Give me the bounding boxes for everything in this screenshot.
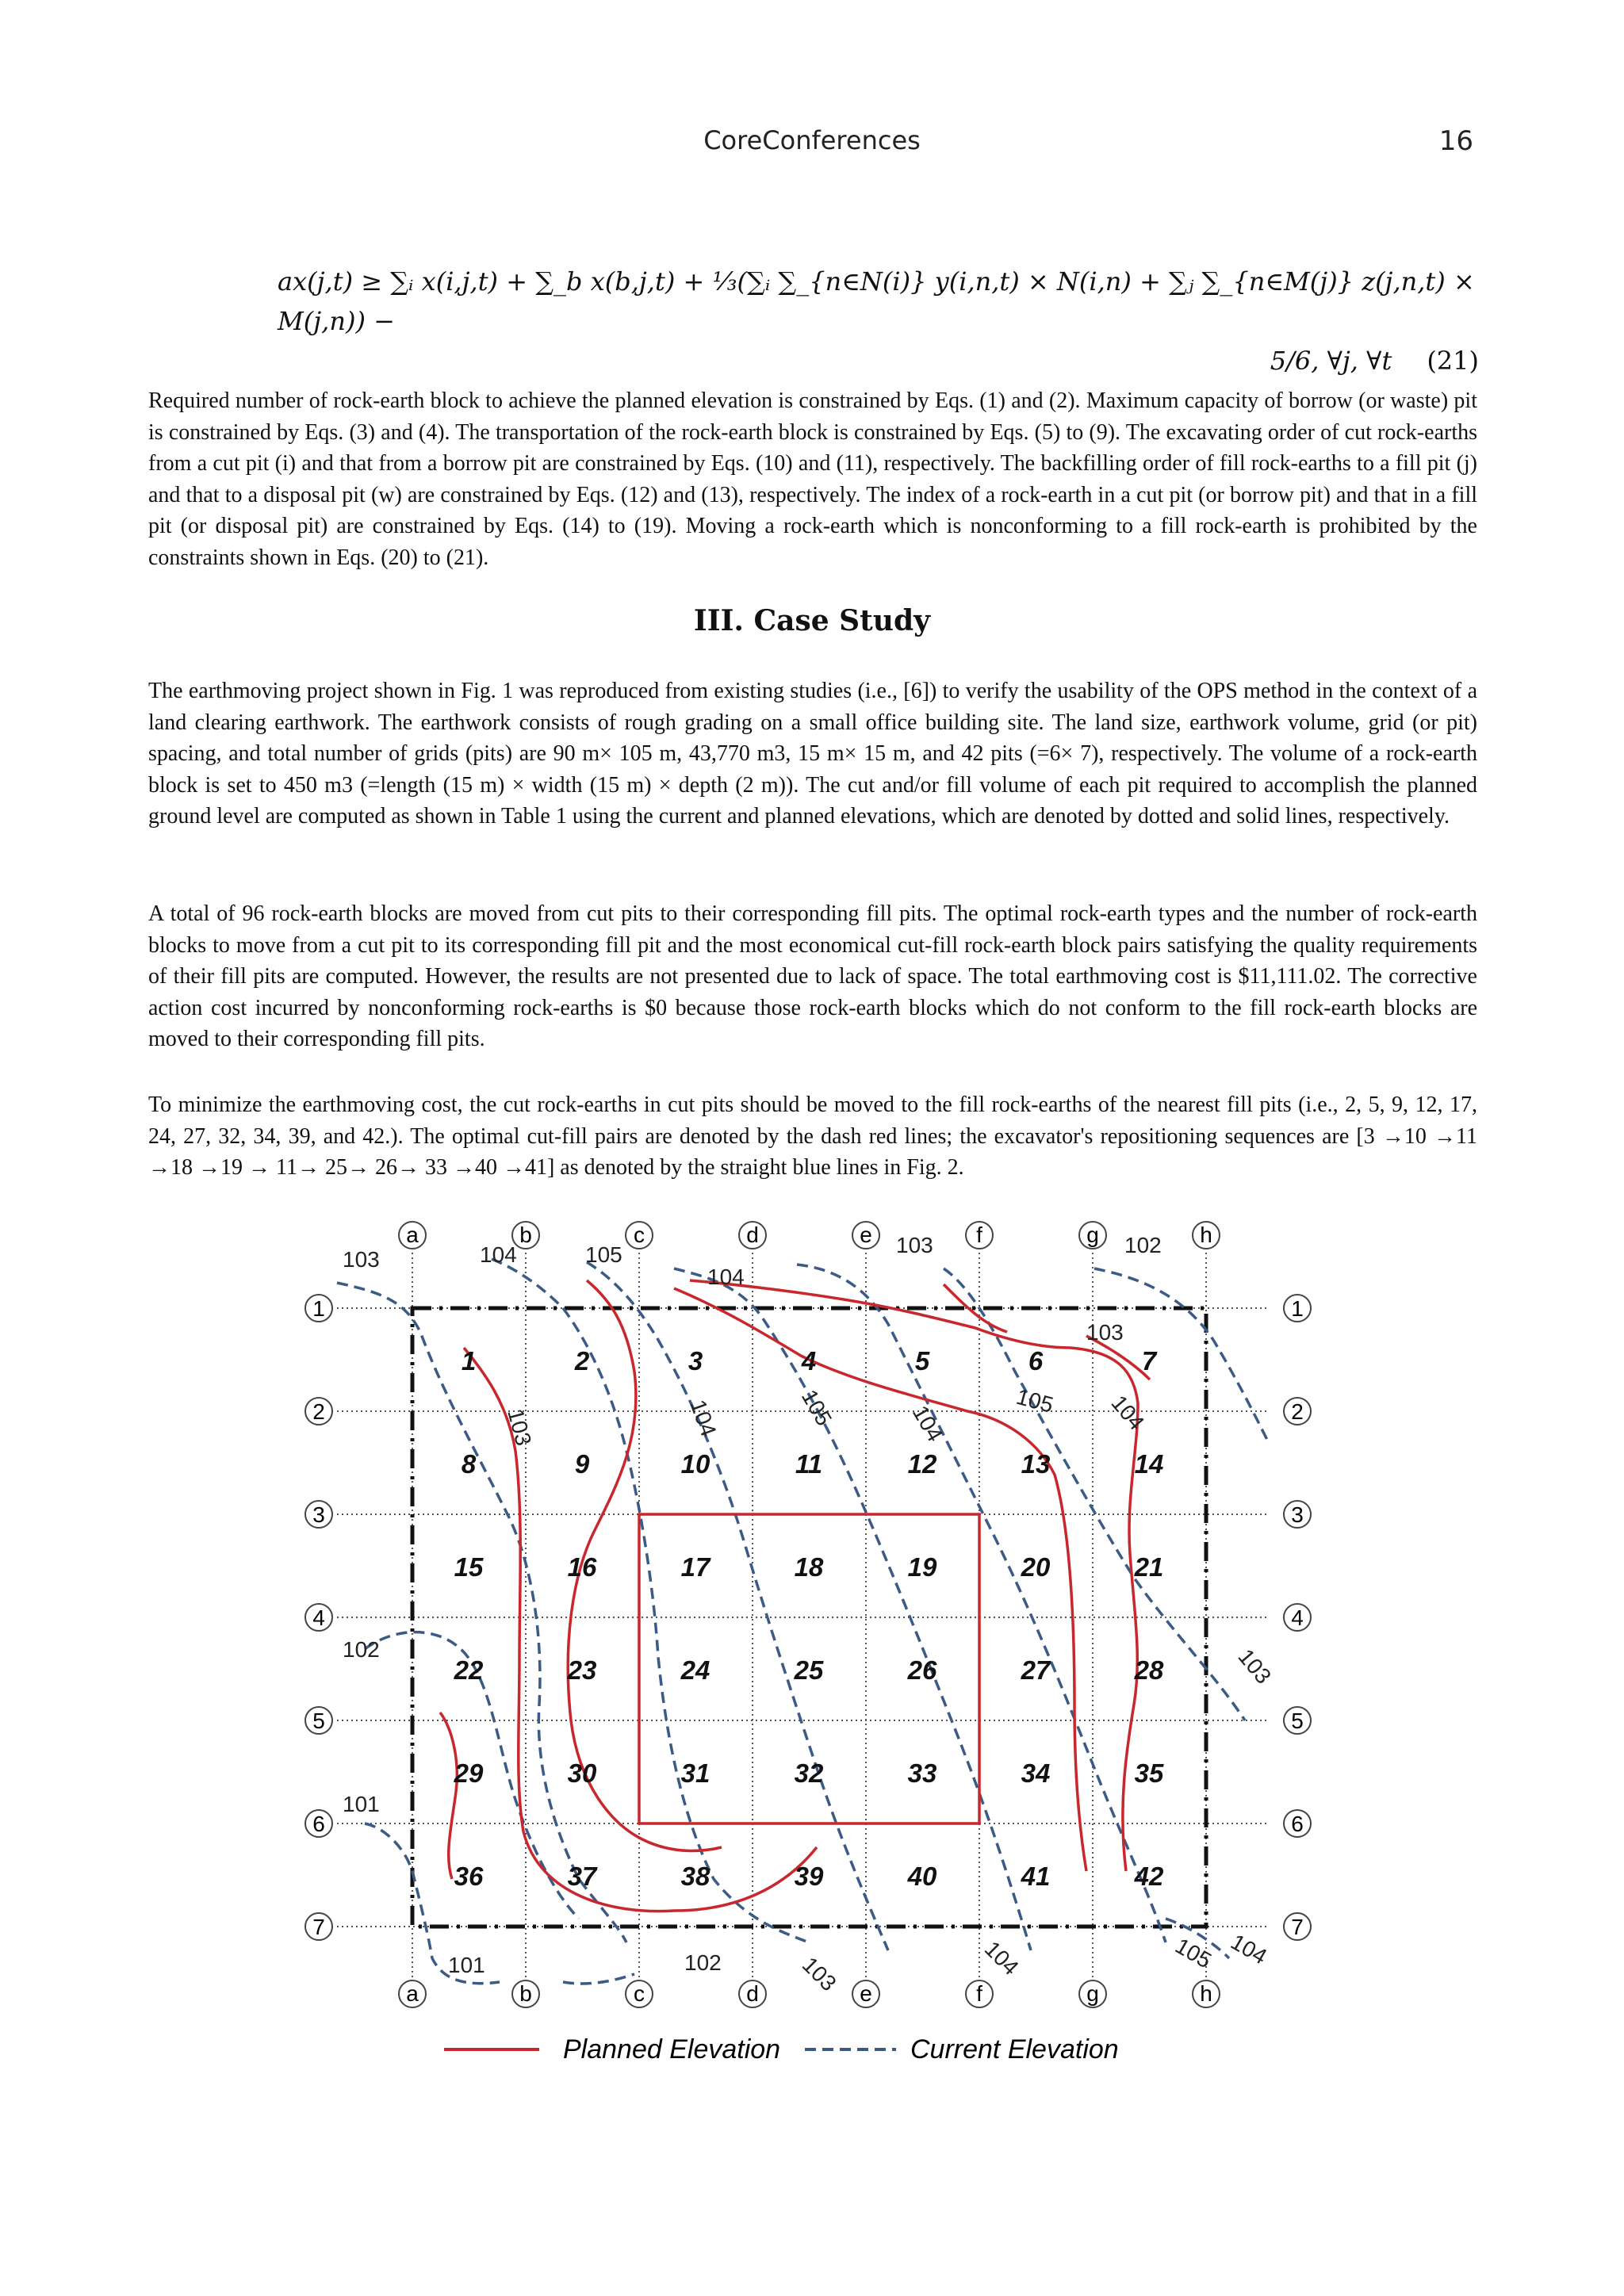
column-label-d <box>739 1222 766 1249</box>
pit-24: 24 <box>680 1655 710 1685</box>
equation-21 <box>278 262 1479 381</box>
row-label-7-right <box>1284 1913 1311 1940</box>
row-label-5 <box>305 1707 332 1734</box>
pit-42: 42 <box>1134 1862 1164 1891</box>
svg-text:g: g <box>1086 1223 1099 1247</box>
contour-label-104-bottom-right: 104 <box>1227 1929 1271 1969</box>
svg-text:2: 2 <box>312 1399 325 1424</box>
column-label-g <box>1079 1222 1106 1249</box>
equation-number: (21) <box>1427 346 1479 376</box>
column-label-a-bottom <box>399 1980 426 2007</box>
svg-text:b: b <box>519 1981 532 2006</box>
contour-label-105-rotated: 105 <box>796 1385 837 1430</box>
contour-label-103-right: 103 <box>1233 1644 1277 1689</box>
pit-15: 15 <box>454 1552 484 1582</box>
svg-text:b: b <box>519 1223 532 1247</box>
row-label-7 <box>305 1913 332 1940</box>
paragraph-case-study: The earthmoving project shown in Fig. 1 was reproduced from existing studies (i.e., [6]) to verify the usability of the OPS method in the context of a land clearing earthwork. The earthwork consists of rough grading on a small office building site. The land size, earthwork volume, grid (or pit) spacing, and total number of grids (pits) are 90 m× 105 m, 43,770 m3, 15 m× 15 m, and 42 pits (=6× 7), respectively. The volume of a rock-earth block is set to 450 m3 (=length (15 m) × width (15 m) × depth (2 m)). The cut and/or fill volume of each pit required to accomplish the planned ground level are computed as shown in Table 1 using the current and planned elevations, which are denoted by dotted and solid lines, respectively. <box>148 679 1477 828</box>
svg-text:4: 4 <box>312 1605 325 1630</box>
row-label-2-right <box>1284 1398 1311 1425</box>
pit-31: 31 <box>680 1758 710 1788</box>
row-label-1 <box>305 1295 332 1322</box>
pit-30: 30 <box>567 1758 597 1788</box>
pit-8: 8 <box>461 1449 477 1479</box>
pit-25: 25 <box>794 1655 824 1685</box>
column-label-c-bottom <box>626 1980 653 2007</box>
pit-13: 13 <box>1021 1449 1051 1479</box>
svg-text:1: 1 <box>1291 1296 1304 1321</box>
pit-3: 3 <box>688 1346 703 1376</box>
pit-9: 9 <box>574 1449 590 1479</box>
row-label-5-right <box>1284 1707 1311 1734</box>
svg-text:h: h <box>1200 1223 1212 1247</box>
contour-label-102-top-right: 102 <box>1124 1233 1162 1257</box>
pit-20: 20 <box>1021 1552 1051 1582</box>
column-label-a <box>399 1222 426 1249</box>
column-labels-bottom <box>399 1980 1220 2007</box>
figure-legend <box>444 2034 1119 2064</box>
svg-text:3: 3 <box>312 1502 325 1527</box>
pit-33: 33 <box>907 1758 937 1788</box>
svg-text:7: 7 <box>1291 1915 1304 1939</box>
equation-line-1: ax(j,t) ≥ ∑ᵢ x(i,j,t) + ∑_b x(b,j,t) + ⅓(∑ᵢ ∑_{n∈N(i)} y(i,n,t) × N(i,n) + ∑ⱼ ∑_{n∈M(j)} z(j,n,t) × M(j,n)) − <box>278 266 1475 336</box>
svg-text:d: d <box>746 1223 759 1247</box>
row-labels-right <box>1284 1295 1311 1940</box>
svg-text:a: a <box>406 1981 419 2006</box>
column-label-b-bottom <box>512 1980 539 2007</box>
contour-label-104-top-mid: 104 <box>707 1265 745 1289</box>
pit-22: 22 <box>454 1655 484 1685</box>
svg-text:e: e <box>860 1223 872 1247</box>
svg-text:2: 2 <box>1291 1399 1304 1424</box>
pit-numbers <box>454 1346 1164 1891</box>
row-label-6-right <box>1284 1810 1311 1837</box>
row-label-2 <box>305 1398 332 1425</box>
row-label-3 <box>305 1501 332 1528</box>
svg-text:5: 5 <box>1291 1709 1304 1733</box>
svg-text:7: 7 <box>312 1915 325 1939</box>
contour-label-103-rotated: 103 <box>503 1406 537 1448</box>
paragraph-repositioning: To minimize the earthmoving cost, the cut rock-earths in cut pits should be moved to the fill rock-earths of the nearest fill pits (i.e., 2, 5, 9, 12, 17, 24, 27, 32, 34, 39, and 42.). The optimal cut-fill pairs are denoted by the dash red lines; the excavator's repositioning sequences are [3 →10 →11 →18 →19 → 11→ 25→ 26→ 33 →40 →41] as denoted by the straight blue lines in Fig. 2. <box>148 1093 1477 1180</box>
contour-label-103-inner: 103 <box>1086 1320 1124 1345</box>
pit-17: 17 <box>680 1552 710 1582</box>
svg-text:a: a <box>406 1223 419 1247</box>
equation-line-2 <box>278 341 1479 381</box>
svg-text:h: h <box>1200 1981 1212 2006</box>
pit-40: 40 <box>907 1862 937 1891</box>
contour-label-104-inner: 104 <box>1106 1390 1150 1435</box>
column-label-g-bottom <box>1079 1980 1106 2007</box>
svg-text:4: 4 <box>1291 1605 1304 1630</box>
svg-text:e: e <box>860 1981 872 2006</box>
contour-label-104-bottom: 104 <box>979 1936 1024 1980</box>
contour-label-105-inner: 105 <box>1013 1383 1056 1418</box>
row-label-4-right <box>1284 1604 1311 1631</box>
pit-7: 7 <box>1141 1346 1157 1376</box>
pit-34: 34 <box>1021 1758 1051 1788</box>
paragraph-constraints: Required number of rock-earth block to achieve the planned elevation is constrained by Eqs. (1) and (2). Maximum capacity of borrow (or waste) pit is constrained by Eqs. (3) and (4). The transportation of the rock-earth block is constrained by Eqs. (5) to (9). The excavating order of cut rock-earths from a cut pit (i) and that from a borrow pit are constrained by Eqs. (10) and (11), respectively. The backfilling order of fill rock-earths to a fill pit (j) and that to a disposal pit (w) are constrained by Eqs. (12) and (13), respectively. The index of a rock-earth in a cut pit (or borrow pit) and that in a fill pit (or disposal pit) are constrained by Eqs. (14) to (19). Moving a rock-earth which is nonconforming to a fill rock-earth is prohibited by the constraints shown in Eqs. (20) to (21). <box>148 388 1477 570</box>
svg-text:f: f <box>976 1981 982 2006</box>
row-label-6 <box>305 1810 332 1837</box>
row-label-3-right <box>1284 1501 1311 1528</box>
svg-text:6: 6 <box>1291 1812 1304 1836</box>
svg-text:d: d <box>746 1981 759 2006</box>
contour-label-104-rotated: 104 <box>685 1396 722 1440</box>
pit-27: 27 <box>1021 1655 1051 1685</box>
pit-28: 28 <box>1134 1655 1164 1685</box>
pit-18: 18 <box>794 1552 824 1582</box>
pit-38: 38 <box>680 1862 710 1891</box>
pit-10: 10 <box>680 1449 710 1479</box>
contour-label-103-top-left: 103 <box>343 1247 380 1272</box>
contour-label-104-rotated-2: 104 <box>907 1401 948 1446</box>
equation-line-2-text: 5/6, ∀j, ∀t <box>1270 346 1392 376</box>
pit-11: 11 <box>795 1449 823 1479</box>
column-label-e <box>852 1222 879 1249</box>
svg-text:f: f <box>976 1223 982 1247</box>
pit-16: 16 <box>567 1552 597 1582</box>
pit-14: 14 <box>1134 1449 1164 1479</box>
svg-text:g: g <box>1086 1981 1099 2006</box>
contour-label-101-left: 101 <box>343 1792 380 1816</box>
pit-29: 29 <box>454 1758 484 1788</box>
column-labels-top <box>399 1222 1220 1249</box>
paragraph-results: A total of 96 rock-earth blocks are moved from cut pits to their corresponding fill pits. The optimal rock-earth types and the number of rock-earth blocks to move from a cut pit to its corresponding fill pit and the most economical cut-fill rock-earth block pairs satisfying the quality requirements of their fill pits are computed. However, the results are not presented due to lack of space. The total earthmoving cost is $11,111.02. The corrective action cost incurred by nonconforming rock-earths is $0 because those rock-earth blocks which do not conform to the fill rock-earth blocks are moved to their corresponding fill pits. <box>148 901 1477 1051</box>
contour-label-101-bottom: 101 <box>448 1953 485 1977</box>
pit-1: 1 <box>461 1346 477 1376</box>
pit-36: 36 <box>454 1862 484 1891</box>
column-label-h <box>1193 1222 1220 1249</box>
pit-32: 32 <box>794 1758 824 1788</box>
column-label-e-bottom <box>852 1980 879 2007</box>
pit-23: 23 <box>567 1655 597 1685</box>
row-labels-left <box>305 1295 332 1940</box>
svg-text:1: 1 <box>312 1296 325 1321</box>
pit-5: 5 <box>914 1346 930 1376</box>
pit-6: 6 <box>1028 1346 1044 1376</box>
svg-text:5: 5 <box>312 1709 325 1733</box>
legend-current-label: Current Elevation <box>910 2034 1119 2064</box>
row-label-1-right <box>1284 1295 1311 1322</box>
contour-label-105-bottom: 105 <box>1171 1933 1216 1973</box>
pit-19: 19 <box>907 1552 937 1582</box>
contour-label-102-bottom: 102 <box>684 1950 722 1975</box>
svg-text:3: 3 <box>1291 1502 1304 1527</box>
svg-text:c: c <box>634 1223 645 1247</box>
pit-4: 4 <box>801 1346 817 1376</box>
pit-2: 2 <box>574 1346 590 1376</box>
page-number: 16 <box>1438 125 1473 157</box>
contour-label-105-top: 105 <box>585 1242 622 1267</box>
column-label-f-bottom <box>966 1980 993 2007</box>
column-label-d-bottom <box>739 1980 766 2007</box>
row-label-4 <box>305 1604 332 1631</box>
pit-26: 26 <box>907 1655 937 1685</box>
legend-planned-label: Planned Elevation <box>563 2034 781 2064</box>
contour-label-104-top: 104 <box>480 1242 517 1267</box>
section-title: III. Case Study <box>693 604 931 637</box>
contour-label-102-left: 102 <box>343 1637 380 1662</box>
planned-elevation-contours <box>440 1280 1150 1911</box>
column-label-f <box>966 1222 993 1249</box>
pit-12: 12 <box>907 1449 937 1479</box>
contour-label-103-top-right: 103 <box>896 1233 933 1257</box>
svg-text:c: c <box>634 1981 645 2006</box>
pit-37: 37 <box>567 1862 597 1891</box>
pit-41: 41 <box>1021 1862 1051 1891</box>
pit-21: 21 <box>1134 1552 1164 1582</box>
svg-text:6: 6 <box>312 1812 325 1836</box>
column-label-h-bottom <box>1193 1980 1220 2007</box>
pit-39: 39 <box>794 1862 824 1891</box>
pit-35: 35 <box>1134 1758 1164 1788</box>
journal-title: CoreConferences <box>703 125 921 155</box>
column-label-c <box>626 1222 653 1249</box>
figure-earthwork-site <box>293 1213 1324 2069</box>
contour-label-103-bottom: 103 <box>797 1952 841 1996</box>
